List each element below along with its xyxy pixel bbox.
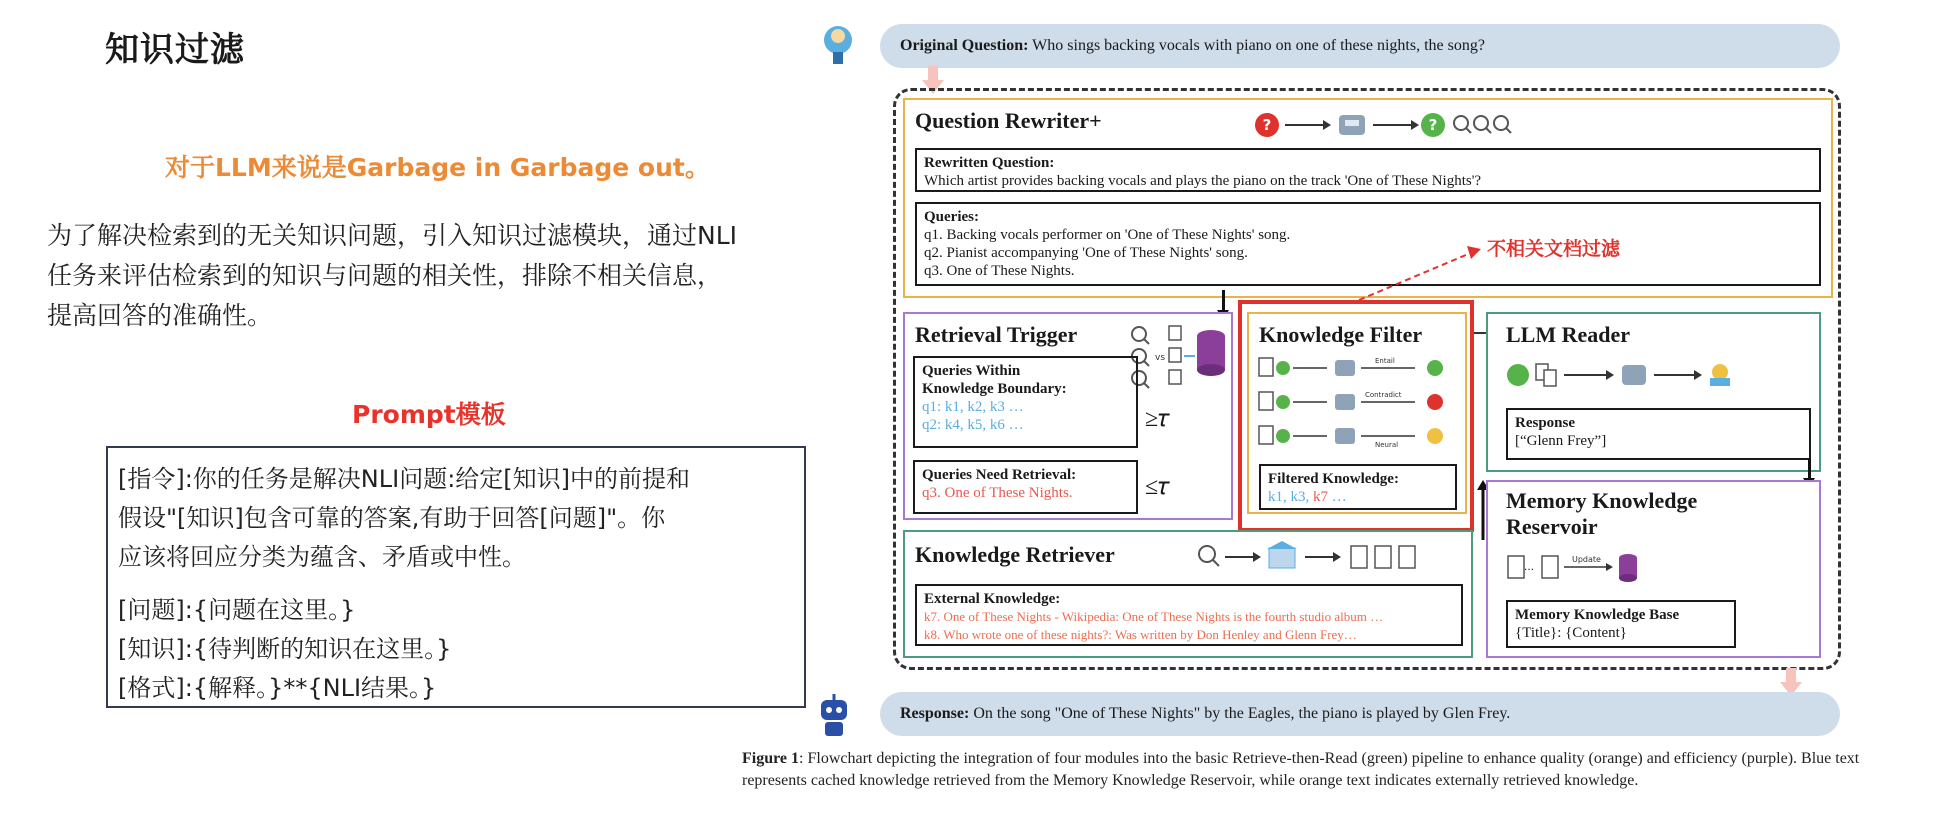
description-line: 为了解决检索到的无关知识问题，引入知识过滤模块，通过NLI	[47, 221, 738, 250]
prompt-heading: Prompt模板	[352, 400, 506, 429]
query-item: q3. One of These Nights.	[924, 263, 1075, 279]
need-retrieval-box	[913, 460, 1138, 514]
filter-annotation: 不相关文档过滤	[1487, 238, 1621, 260]
llm-reader-title: LLM Reader	[1506, 322, 1631, 347]
user-avatar-icon	[815, 22, 861, 72]
original-question-bubble	[880, 24, 1840, 68]
llm-reader-panel	[1486, 312, 1821, 472]
robot-avatar-icon	[813, 692, 855, 744]
prompt-line: 应该将回应分类为蕴含、矛盾或中性。	[118, 543, 526, 571]
leq-threshold: ≤𝜏	[1145, 474, 1170, 500]
within-item: q1: k1, k2, k3 …	[922, 399, 1024, 415]
response-label: Response	[1515, 415, 1576, 431]
retrieval-trigger-title: Retrieval Trigger	[915, 322, 1078, 347]
within-label-2: Knowledge Boundary:	[922, 381, 1067, 397]
question-rewriter-title: Question Rewriter+	[915, 108, 1102, 133]
memory-base-label: Memory Knowledge Base	[1515, 607, 1680, 623]
filtered-knowledge-box	[1259, 464, 1457, 510]
filtered-rest: …	[1328, 489, 1347, 505]
prompt-line: [格式]:{解释。}**{NLI结果。}	[118, 674, 437, 702]
subtitle: 对于LLM来说是Garbage in Garbage out。	[165, 153, 710, 182]
prompt-line: [指令]:你的任务是解决NLI问题:给定[知识]中的前提和	[118, 465, 691, 493]
rewriter-flow-icons	[1253, 110, 1543, 144]
contradict-label: Contradict	[1365, 391, 1402, 399]
external-knowledge-label: External Knowledge:	[924, 591, 1061, 607]
prompt-line: 假设"[知识]包含可靠的答案,有助于回答[问题]"。你	[118, 504, 666, 532]
knowledge-filter-title: Knowledge Filter	[1259, 322, 1423, 347]
arrow-to-memory	[1808, 458, 1811, 480]
filtered-blue: k1, k3,	[1268, 489, 1313, 505]
figure-caption	[742, 748, 1922, 792]
page-title: 知识过滤	[105, 30, 245, 70]
response-value: [“Glenn Frey”]	[1515, 433, 1607, 449]
memory-update-icons	[1506, 548, 1646, 592]
filtered-red: k7	[1313, 489, 1328, 505]
description-line: 任务来评估检索到的知识与问题的相关性，排除不相关信息，	[47, 261, 723, 290]
memory-title-1: Memory Knowledge	[1506, 488, 1698, 513]
need-item: q3. One of These Nights.	[922, 485, 1073, 501]
svg-text:?: ?	[1428, 116, 1438, 134]
final-response-label: Response:	[900, 705, 970, 722]
prompt-line: [问题]:{问题在这里。}	[118, 596, 356, 624]
memory-base-box	[1506, 600, 1736, 648]
retrieval-trigger-panel	[903, 312, 1233, 520]
rewritten-question-label: Rewritten Question:	[924, 155, 1055, 171]
caption-label: Figure 1	[742, 750, 800, 767]
filtered-label: Filtered Knowledge:	[1268, 471, 1399, 487]
query-item: q2. Pianist accompanying 'One of These Nights' song.	[924, 245, 1248, 261]
neural-label: Neural	[1375, 441, 1399, 449]
need-label: Queries Need Retrieval:	[922, 467, 1077, 483]
queries-label: Queries:	[924, 209, 979, 225]
annotation-arrow-icon	[1355, 244, 1485, 308]
external-item: k7. One of These Nights - Wikipedia: One of These Nights is the fourth studio album …	[924, 609, 1384, 624]
knowledge-retriever-panel	[903, 530, 1473, 658]
vs-label: vs	[1155, 353, 1166, 363]
knowledge-filter-panel	[1247, 312, 1467, 514]
retriever-flow-icons	[1195, 540, 1435, 578]
geq-threshold: ≥𝜏	[1145, 406, 1170, 432]
external-knowledge-box	[915, 584, 1463, 646]
rewritten-question-text: Which artist provides backing vocals and plays the piano on the track 'One of These Nights'?	[924, 173, 1482, 189]
svg-text:…: …	[1524, 562, 1534, 573]
description-line: 提高回答的准确性。	[47, 301, 273, 330]
response-bubble	[880, 692, 1840, 736]
rewritten-question-box	[915, 148, 1821, 192]
update-label: Update	[1572, 555, 1601, 564]
caption-text: : Flowchart depicting the integration of four modules into the basic Retrieve-then-Read (green) pipeline to enhance quality (orange) and efficiency (purple). Blue text represents cached knowledge retrieved from the Memory Knowledge Reservoir, while orange text indicates externally retrieved knowledge.	[742, 750, 1860, 789]
reader-flow-icons	[1506, 358, 1736, 396]
within-item: q2: k4, k5, k6 …	[922, 417, 1024, 433]
memory-title-2: Reservoir	[1506, 514, 1598, 539]
memory-base-text: {Title}: {Content}	[1515, 625, 1628, 641]
response-box	[1506, 408, 1811, 460]
entail-label: Entail	[1375, 357, 1395, 365]
memory-reservoir-panel	[1486, 480, 1821, 658]
external-item: k8. Who wrote one of these nights?: Was written by Don Henley and Glenn Frey…	[924, 627, 1357, 642]
within-label-1: Queries Within	[922, 363, 1021, 379]
within-boundary-box	[913, 356, 1138, 448]
original-question-text: Who sings backing vocals with piano on one of these nights, the song?	[1028, 37, 1485, 54]
arrow-to-retrieval	[1222, 290, 1225, 312]
prompt-template-box	[106, 446, 806, 708]
query-item: q1. Backing vocals performer on 'One of These Nights' song.	[924, 227, 1291, 243]
knowledge-retriever-title: Knowledge Retriever	[915, 542, 1115, 567]
original-question-label: Original Question:	[900, 37, 1029, 54]
description	[47, 216, 857, 336]
retrieval-compare-icon	[1129, 320, 1229, 396]
prompt-line: [知识]:{待判断的知识在这里。}	[118, 635, 452, 663]
svg-text:?: ?	[1262, 116, 1272, 134]
final-response-text: On the song "One of These Nights" by the Eagles, the piano is played by Glen Frey.	[969, 705, 1511, 722]
nli-flow-icons	[1257, 354, 1462, 458]
